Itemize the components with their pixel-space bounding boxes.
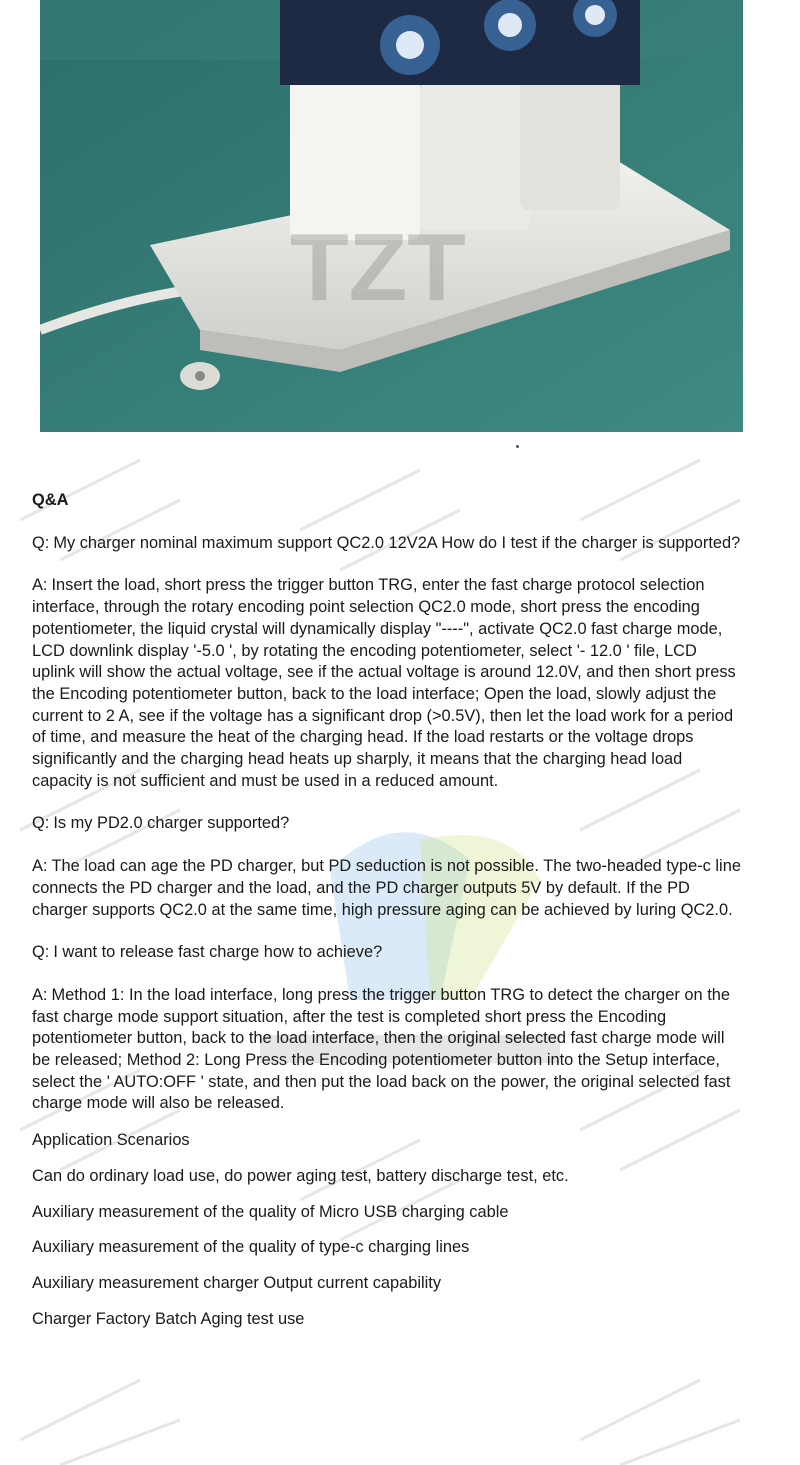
- answer-label: A:: [32, 576, 48, 595]
- tzt-watermark-text: TZT: [290, 214, 466, 321]
- question-label: Q:: [32, 814, 50, 833]
- product-photo: [40, 0, 743, 432]
- answer-text: Method 1: In the load interface, long press the trigger button TRG to detect the charger on the fast charge mode support situation, after the test is completed short press the Encoding potentiometer button, back to the load interface, then the original selected fast charge mode will be released; Method 2: Long Press the Encoding potentiometer button into the Setup interface, select the ' AUTO:OFF ' state, and then put the load back on the power, the original selected fast charge mode will also be released.: [32, 985, 731, 1113]
- qa-heading: Q&A: [32, 491, 69, 509]
- question-text: I want to release fast charge how to achieve?: [53, 943, 383, 962]
- scenario-item: Charger Factory Batch Aging test use: [32, 1309, 305, 1328]
- answer-text: The load can age the PD charger, but PD seduction is not possible. The two-headed type-c line connects the PD charger and the load, and the PD charger outputs 5V by default. If the PD charger supports QC2.0 at the same time, high pressure aging can be achieved by luring QC2.0.: [32, 857, 741, 919]
- answer-2: [32, 856, 742, 921]
- qa-content: [32, 490, 742, 1344]
- answer-label: A:: [32, 985, 48, 1004]
- question-label: Q:: [32, 533, 50, 552]
- scenario-item: Can do ordinary load use, do power aging test, battery discharge test, etc.: [32, 1166, 569, 1185]
- answer-3: [32, 985, 742, 1115]
- scenarios-heading: Application Scenarios: [32, 1131, 190, 1150]
- answer-1: [32, 575, 742, 792]
- answer-label: A:: [32, 857, 48, 876]
- question-label: Q:: [32, 943, 50, 962]
- question-2: [32, 813, 742, 835]
- question-1: [32, 533, 742, 555]
- scenario-item: Auxiliary measurement of the quality of type-c charging lines: [32, 1238, 470, 1257]
- question-text: Is my PD2.0 charger supported?: [53, 814, 290, 833]
- question-3: [32, 942, 742, 964]
- power-strip-illustration: [40, 0, 743, 432]
- decorative-dot: [516, 445, 519, 448]
- scenario-item: Auxiliary measurement of the quality of Micro USB charging cable: [32, 1202, 509, 1221]
- question-text: My charger nominal maximum support QC2.0 12V2A How do I test if the charger is supported?: [53, 533, 741, 552]
- scenario-item: Auxiliary measurement charger Output current capability: [32, 1273, 442, 1292]
- answer-text: Insert the load, short press the trigger button TRG, enter the fast charge protocol selection interface, through the rotary encoding point selection QC2.0 mode, short press the encoding potentiometer, the liquid crystal will dynamically display "----", activate QC2.0 fast charge mode, LCD downlink display '-5.0 ', by rotating the encoding potentiometer, select '- 12.0 ' file, LCD uplink will show the actual voltage, see if the actual voltage is around 12.0V, and then short press the Encoding potentiometer button, back to the load interface; Open the load, slowly adjust the current to 2 A, see if the voltage has a significant drop (>0.5V), then let the load work for a period of time, and measure the heat of the charging head. If the load restarts or the voltage drops significantly and the charging head heats up sharply, it means that the charging head load capacity is not sufficient and must be used in a reduced amount.: [32, 576, 736, 790]
